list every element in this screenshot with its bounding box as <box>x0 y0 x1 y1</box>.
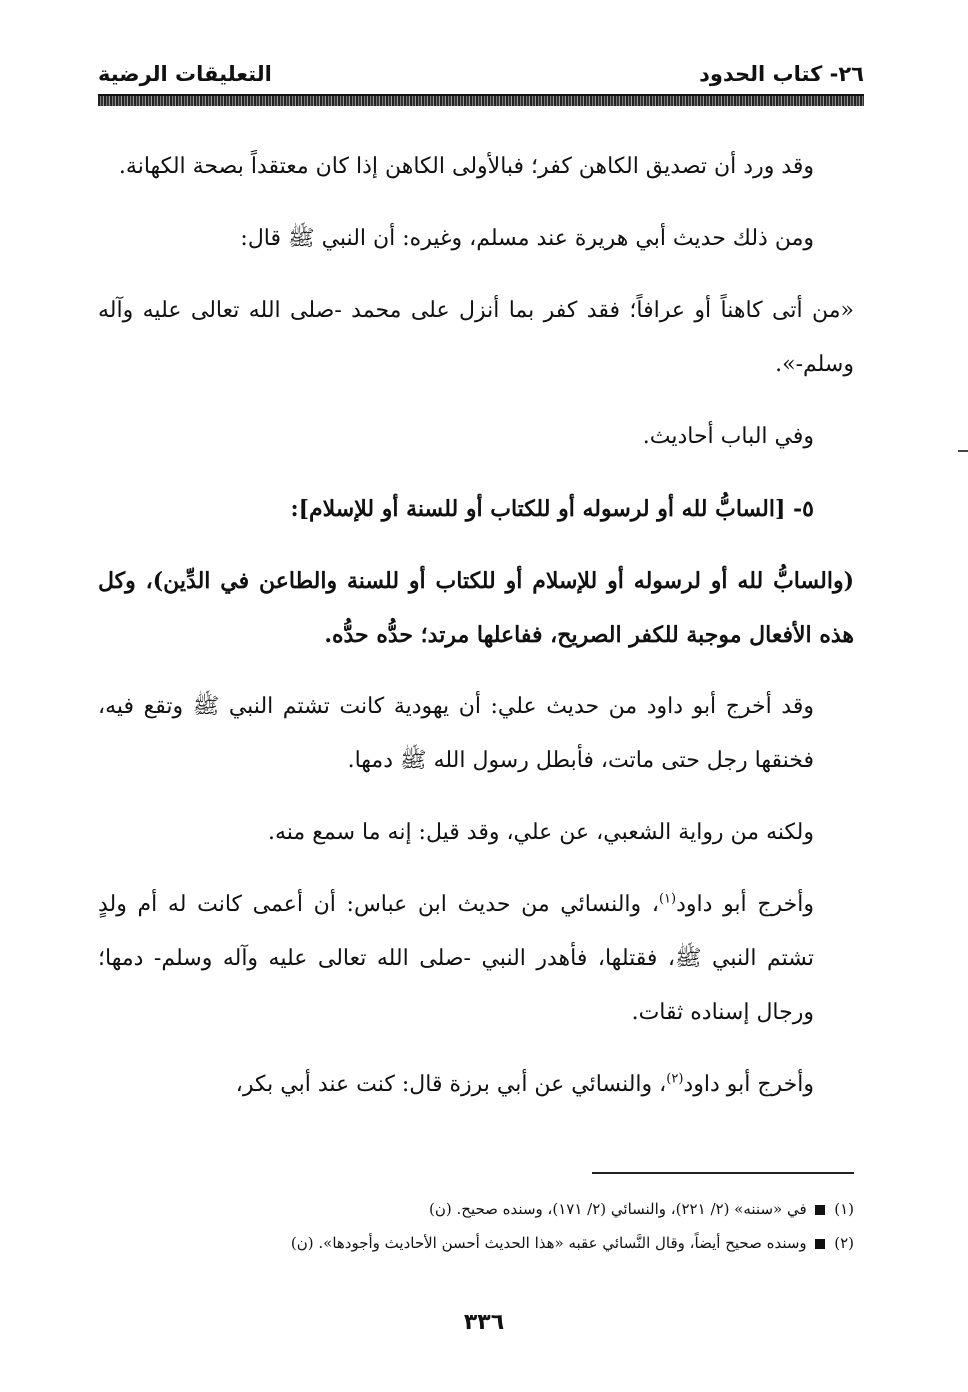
text-segment: وأخرج أبو داود <box>676 892 815 917</box>
paragraph: ولكنه من رواية الشعبي، عن علي، وقد قيل: إنه ما سمع منه. <box>267 820 814 845</box>
matn-paragraph: (والسابُّ لله أو لرسوله أو للإسلام أو للكتاب أو للسنة والطاعن في الدِّين)، وكل هذه الأفعال موجبة للكفر الصريح، ففاعلها مرتد؛ حدُّه حدُّه. <box>98 568 854 648</box>
paragraph: ومن ذلك حديث أبي هريرة عند مسلم، وغيره: أن النبي ﷺ قال: <box>240 226 814 251</box>
main-text <box>98 140 854 1130</box>
edge-mark <box>958 450 968 452</box>
footnote-text: في «سننه» (٢/ ٢٢١)، والنسائي (٢/ ١٧١)، وسنده صحيح. (ن) <box>429 1200 807 1218</box>
section-heading: ٥- [السابُّ لله أو لرسوله أو للكتاب أو للسنة أو للإسلام]: <box>290 496 814 522</box>
footnote <box>98 1226 854 1260</box>
paragraph: وقد أخرج أبو داود من حديث علي: أن يهودية كانت تشتم النبي ﷺ وتقع فيه، فخنقها رجل حتى ماتت، فأبطل رسول الله ﷺ دمها. <box>98 694 814 773</box>
footnote-rule <box>592 1172 854 1174</box>
footnote-ref[interactable]: (٢) <box>666 1071 684 1087</box>
page-header <box>98 58 864 94</box>
footnote-ref[interactable]: (١) <box>658 891 677 907</box>
square-bullet-icon <box>815 1239 825 1249</box>
square-bullet-icon <box>815 1205 825 1215</box>
paragraph-with-footnote <box>98 878 854 1040</box>
paragraph: وقد ورد أن تصديق الكاهن كفر؛ فبالأولى الكاهن إذا كان معتقداً بصحة الكهانة. <box>118 154 814 179</box>
paragraph-with-footnote <box>98 1058 854 1112</box>
footnote <box>98 1192 854 1226</box>
text-segment: ، والنسائي عن أبي برزة قال: كنت عند أبي بكر، <box>235 1072 667 1097</box>
text-segment: وأخرج أبو داود <box>683 1072 814 1097</box>
footnotes <box>98 1192 854 1260</box>
footnote-text: وسنده صحيح أيضاً، وقال النَّسائي عقبه «هذا الحديث أحسن الأحاديث وأجودها». (ن) <box>290 1234 807 1252</box>
header-rule <box>98 94 864 106</box>
page-number: ٣٣٦ <box>463 1310 505 1335</box>
book-title: التعليقات الرضية <box>98 62 272 86</box>
text-segment: ، والنسائي من حديث ابن عباس: أن أعمى كانت له أم ولدٍ تشتم النبي ﷺ، فقتلها، فأهدر النبي -صلى الله تعالى عليه وآله وسلم- دمها؛ ورجال إسناده ثقات. <box>98 892 814 1025</box>
footnote-number: (١) <box>834 1200 854 1218</box>
paragraph: وفي الباب أحاديث. <box>642 424 814 449</box>
chapter-title: ٢٦- كتاب الحدود <box>699 62 864 86</box>
hadith-quote: «من أتى كاهناً أو عرافاً؛ فقد كفر بما أنزل على محمد -صلى الله تعالى عليه وآله وسلم-». <box>98 298 854 377</box>
footnote-number: (٢) <box>834 1234 854 1252</box>
